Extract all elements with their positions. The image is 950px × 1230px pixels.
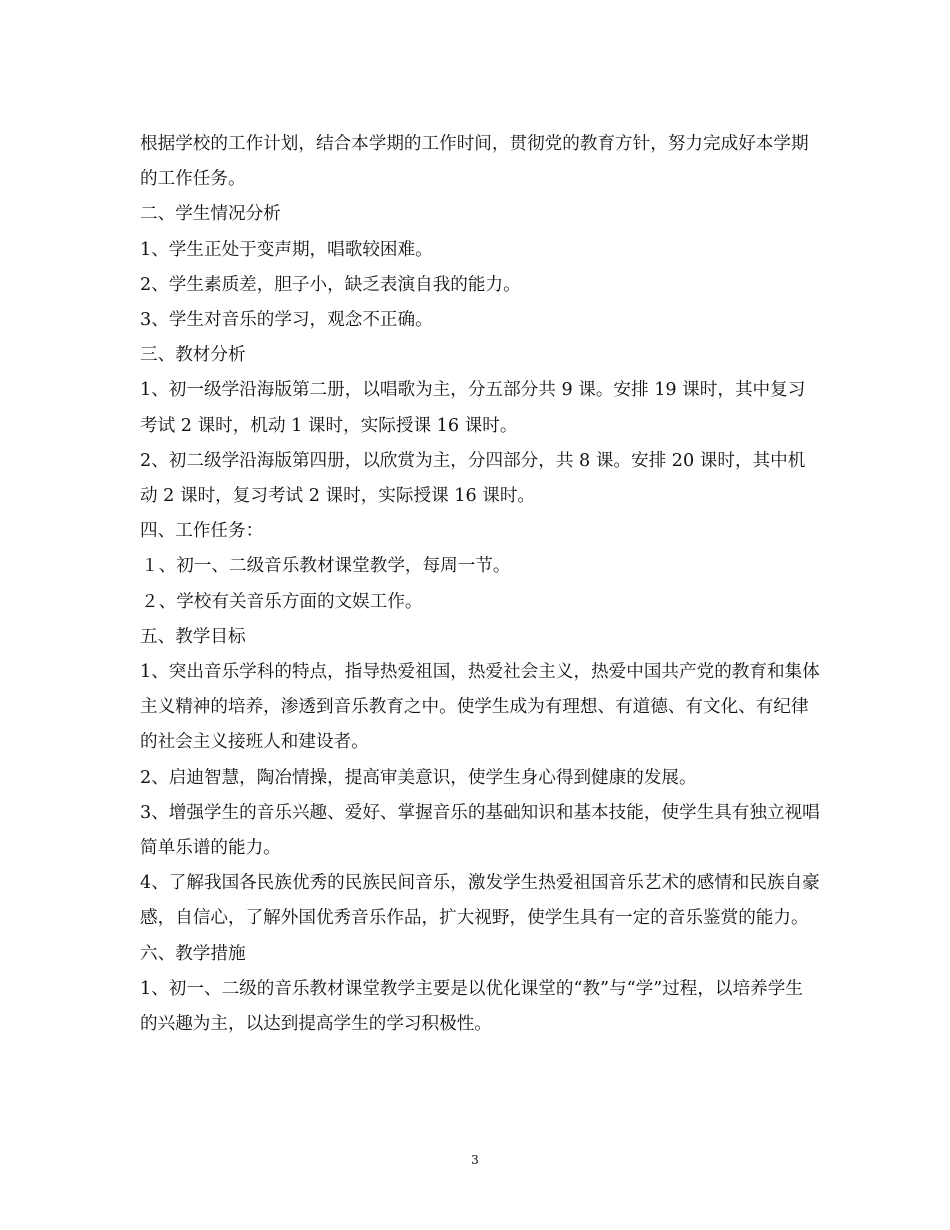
paragraph-student-2: 2、学生素质差，胆子小，缺乏表演自我的能力。	[140, 274, 521, 295]
heading-textbook-analysis: 三、教材分析	[140, 345, 246, 366]
paragraph-measure-1: 1、初一、二级的音乐教材课堂教学主要是以优化课堂的“教”与“学”过程，以培养学生的兴趣为主，以达到提高学生的学习积极性。	[140, 978, 803, 1035]
heading-teaching-measures: 六、教学措施	[140, 943, 246, 964]
paragraph-student-1: 1、学生正处于变声期，唱歌较困难。	[140, 239, 433, 260]
paragraph-intro-continuation: 根据学校的工作计划，结合本学期的工作时间，贯彻党的教育方针，努力完成好本学期的工作任务。	[140, 134, 809, 190]
heading-work-tasks: 四、工作任务：	[140, 521, 264, 542]
heading-teaching-goals: 五、教学目标	[140, 626, 246, 647]
paragraph-goal-2: 2、启迪智慧，陶冶情操，提高审美意识，使学生身心得到健康的发展。	[140, 767, 697, 788]
paragraph-task-2: ２、学校有关音乐方面的文娱工作。	[141, 591, 423, 612]
page-number: 3	[471, 1153, 479, 1167]
heading-student-analysis: 二、学生情况分析	[140, 204, 281, 225]
document-body	[140, 127, 820, 1042]
paragraph-goal-3: 3、增强学生的音乐兴趣、爱好、掌握音乐的基础知识和基本技能，使学生具有独立视唱简单乐谱的能力。	[140, 802, 820, 859]
paragraph-goal-4: 4、了解我国各民族优秀的民族民间音乐，激发学生热爱祖国音乐艺术的感情和民族自豪感，自信心，了解外国优秀音乐作品，扩大视野，使学生具有一定的音乐鉴赏的能力。	[140, 873, 820, 929]
paragraph-goal-1: 1、突出音乐学科的特点，指导热爱祖国，热爱社会主义，热爱中国共产党的教育和集体主义精神的培养，渗透到音乐教育之中。使学生成为有理想、有道德、有文化、有纪律的社会主义接班人和建设者。	[140, 662, 820, 753]
paragraph-textbook-1: 1、初一级学沿海版第二册，以唱歌为主，分五部分共 9 课。安排 19 课时，其中复习考试 2 课时，机动 1 课时，实际授课 16 课时。	[140, 380, 806, 436]
paragraph-student-3: 3、学生对音乐的学习，观念不正确。	[140, 310, 433, 331]
paragraph-textbook-2: 2、初二级学沿海版第四册，以欣赏为主，分四部分，共 8 课。安排 20 课时，其中机动 2 课时，复习考试 2 课时，实际授课 16 课时。	[140, 450, 806, 507]
paragraph-task-1: １、初一、二级音乐教材课堂教学，每周一节。	[141, 556, 511, 577]
